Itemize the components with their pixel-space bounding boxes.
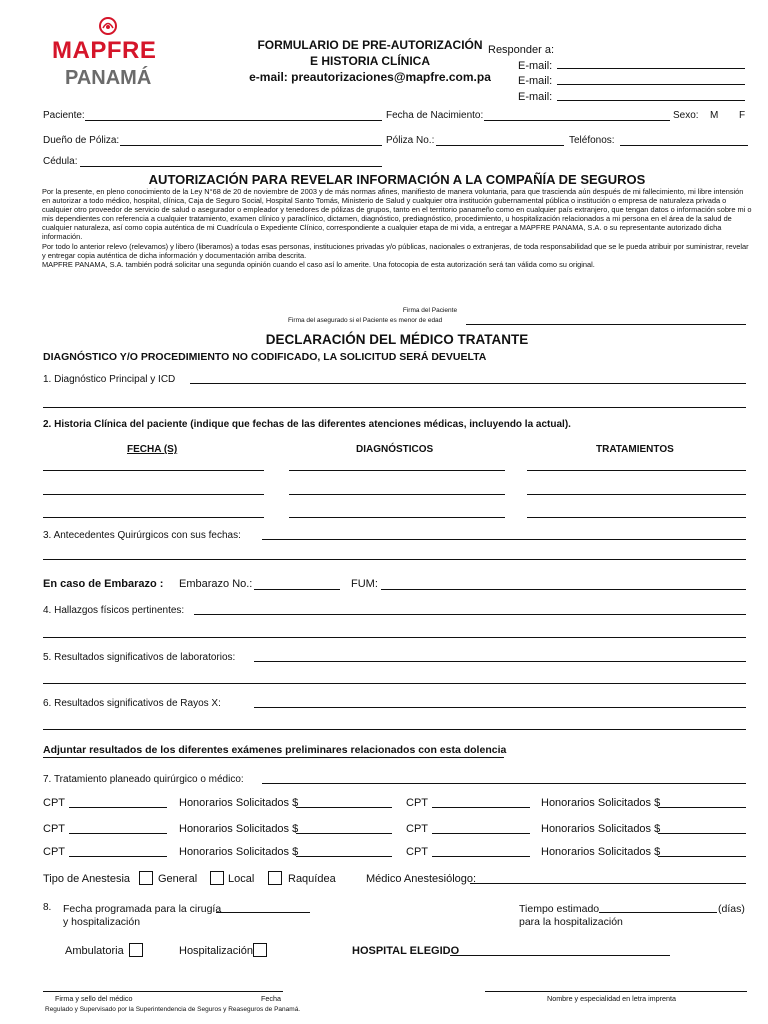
fum-field[interactable] <box>381 589 746 590</box>
authorization-p2: Por todo lo anterior relevo (relevamos) y libero (liberamos) a todas esas personas, instituciones privadas y/o públicas, nacionales o extranjeras, de toda responsabilidad que se le pueda atribuir por suministrar, revelar y entregar copia auténtica de dicha información y documentación arriba descrita. <box>42 241 749 260</box>
q3-field-1[interactable] <box>262 539 746 540</box>
history-row-1-fecha[interactable] <box>43 470 264 471</box>
firma-asegurado-label: Firma del asegurado si el Paciente es menor de edad <box>288 317 443 324</box>
q4-field-1[interactable] <box>194 614 746 615</box>
email-label-3: E-mail: <box>518 91 553 103</box>
cpt-field-3b[interactable] <box>432 856 530 857</box>
col-tratamientos: TRATAMIENTOS <box>596 444 674 455</box>
cpt-field-3a[interactable] <box>69 856 167 857</box>
firma-paciente-label: Firma del Paciente <box>402 307 458 314</box>
history-row-1-trat[interactable] <box>527 470 746 471</box>
paciente-field[interactable] <box>85 120 382 121</box>
col-diagnosticos: DIAGNÓSTICOS <box>356 444 434 455</box>
dueno-label: Dueño de Póliza: <box>43 135 120 146</box>
email-label-1: E-mail: <box>518 60 553 72</box>
firma-paciente-field[interactable] <box>466 324 746 325</box>
cedula-field[interactable] <box>80 166 382 167</box>
q7-label: 7. Tratamiento planeado quirúrgico o médico: <box>43 774 244 785</box>
q5-label: 5. Resultados significativos de laboratorios: <box>43 652 236 663</box>
nombre-especialidad-field[interactable] <box>485 991 747 992</box>
fum-label: FUM: <box>351 578 378 590</box>
fecha-nac-field[interactable] <box>484 120 670 121</box>
q8-number: 8. <box>43 902 52 913</box>
history-row-1-diag[interactable] <box>289 470 505 471</box>
q5-field-2[interactable] <box>43 683 746 684</box>
hospitalizacion-checkbox[interactable] <box>253 943 267 957</box>
history-row-3-fecha[interactable] <box>43 517 264 518</box>
dueno-field[interactable] <box>120 145 382 146</box>
honorarios-label-2b: Honorarios Solicitados $ <box>541 823 661 835</box>
q8-fecha-label: Fecha programada para la cirugía <box>63 903 222 915</box>
cpt-label-1a: CPT <box>43 797 65 809</box>
declaration-subtitle: DIAGNÓSTICO Y/O PROCEDIMIENTO NO CODIFICADO, LA SOLICITUD SERÁ DEVUELTA <box>43 351 487 363</box>
anestesia-label: Tipo de Anestesia <box>43 873 131 885</box>
q8-fecha-field[interactable] <box>216 912 310 913</box>
cpt-field-2a[interactable] <box>69 833 167 834</box>
honorarios-field-3b[interactable] <box>658 856 746 857</box>
poliza-label: Póliza No.: <box>386 135 435 146</box>
adjuntar-underline <box>43 757 504 758</box>
q4-label: 4. Hallazgos físicos pertinentes: <box>43 605 185 616</box>
cpt-label-2b: CPT <box>406 823 428 835</box>
q1-field-1[interactable] <box>190 383 746 384</box>
email-label-2: E-mail: <box>518 75 553 87</box>
q8-hosp-label: y hospitalización <box>63 916 141 928</box>
history-row-3-trat[interactable] <box>527 517 746 518</box>
hospital-elegido-field[interactable] <box>450 955 670 956</box>
adjuntar-label: Adjuntar resultados de los diferentes exámenes preliminares relacionados con esta dolencia <box>43 744 507 756</box>
history-row-2-trat[interactable] <box>527 494 746 495</box>
authorization-title: AUTORIZACIÓN PARA REVELAR INFORMACIÓN A LA COMPAÑÍA DE SEGUROS <box>148 172 646 187</box>
q1-field-2[interactable] <box>43 407 746 408</box>
q6-label: 6. Resultados significativos de Rayos X: <box>43 698 221 709</box>
tiempo-label: Tiempo estimado <box>519 903 600 915</box>
telefonos-label: Teléfonos: <box>569 135 615 146</box>
local-checkbox[interactable] <box>210 871 224 885</box>
honorarios-field-3a[interactable] <box>296 856 392 857</box>
declaration-title: DECLARACIÓN DEL MÉDICO TRATANTE <box>265 332 529 347</box>
embarazo-no-field[interactable] <box>254 589 340 590</box>
sexo-f[interactable]: F <box>739 110 746 121</box>
hospitalizacion-label: Hospitalización <box>179 945 253 957</box>
local-label: Local <box>228 873 255 885</box>
cpt-field-1b[interactable] <box>432 807 530 808</box>
history-row-2-diag[interactable] <box>289 494 505 495</box>
ambulatoria-checkbox[interactable] <box>129 943 143 957</box>
honorarios-field-1a[interactable] <box>296 807 392 808</box>
medico-anestesiologo-field[interactable] <box>470 883 746 884</box>
sexo-m[interactable]: M <box>710 110 719 121</box>
dias-label: (días) <box>718 903 745 915</box>
form-title-2: E HISTORIA CLÍNICA <box>309 54 430 68</box>
honorarios-label-1b: Honorarios Solicitados $ <box>541 797 661 809</box>
general-label: General <box>158 873 198 885</box>
q6-field-1[interactable] <box>254 707 746 708</box>
general-checkbox[interactable] <box>139 871 153 885</box>
cpt-label-3a: CPT <box>43 846 65 858</box>
q2-label: 2. Historia Clínica del paciente (indique que fechas de las diferentes atenciones médicas, incluyendo la actual). <box>43 419 571 430</box>
honorarios-label-3b: Honorarios Solicitados $ <box>541 846 661 858</box>
form-email: e-mail: preautorizaciones@mapfre.com.pa <box>249 70 491 84</box>
cpt-label-2a: CPT <box>43 823 65 835</box>
history-row-2-fecha[interactable] <box>43 494 264 495</box>
email-field-3[interactable] <box>557 100 745 101</box>
fecha-label: Fecha <box>261 994 281 1003</box>
regulado-footer: Regulado y Supervisado por la Superintendencia de Seguros y Reaseguros de Panamá. <box>45 1006 301 1013</box>
paciente-label: Paciente: <box>43 110 85 121</box>
brand-name: MAPFRE <box>52 37 157 64</box>
cpt-label-3b: CPT <box>406 846 428 858</box>
authorization-p3: MAPFRE PANAMA, S.A. también podrá solicitar una segunda opinión cuando el caso así lo amerite. Una fotocopia de esta autorización será tan válida como su original. <box>42 259 595 269</box>
nombre-especialidad-label: Nombre y especialidad en letra imprenta <box>547 994 677 1003</box>
respond-label: Responder a: <box>488 44 555 56</box>
cpt-label-1b: CPT <box>406 797 428 809</box>
cedula-label: Cédula: <box>43 156 78 167</box>
email-field-2[interactable] <box>557 84 745 85</box>
q3-field-2[interactable] <box>43 559 746 560</box>
sexo-label: Sexo: <box>673 110 699 121</box>
fecha-nac-label: Fecha de Nacimiento: <box>386 110 484 121</box>
honorarios-label-2a: Honorarios Solicitados $ <box>179 823 299 835</box>
col-fecha: FECHA (S) <box>127 444 178 455</box>
medico-anestesiologo-label: Médico Anestesiólogo: <box>366 873 477 885</box>
para-hosp-label: para la hospitalización <box>519 916 623 928</box>
authorization-text <box>42 187 752 269</box>
raquidea-label: Raquídea <box>288 873 336 885</box>
q3-label: 3. Antecedentes Quirúrgicos con sus fechas: <box>43 530 241 541</box>
q4-field-2[interactable] <box>43 637 746 638</box>
embarazo-no-label: Embarazo No.: <box>179 578 253 590</box>
honorarios-field-1b[interactable] <box>658 807 746 808</box>
email-field-1[interactable] <box>557 68 745 69</box>
ambulatoria-label: Ambulatoria <box>65 945 124 957</box>
honorarios-label-3a: Honorarios Solicitados $ <box>179 846 299 858</box>
q5-field-1[interactable] <box>254 661 746 662</box>
q6-field-2[interactable] <box>43 729 746 730</box>
hospital-elegido-label: HOSPITAL ELEGIDO <box>352 945 460 957</box>
form-title-1: FORMULARIO DE PRE-AUTORIZACIÓN <box>257 38 483 52</box>
authorization-p1: Por la presente, en pleno conocimiento de la Ley N°68 de 20 de noviembre de 2003 y de más normas afines, manifiesto de manera voluntaria, para que trascienda aún después de mi fallecimiento, mi libre intensión en autorizar a todo médico, hospital, clínica, Caja de Seguro Social, Hospital Santo Tomás, Ministerio de Salud y cualquier otra institución gubernamental pública o institución o empresa de naturaleza privada o cualquier otro proveedor de servicio de salud o asegurador o empleador y tenedores de pólizas de grupos, tanto en el territorio panameño como en cualquier país extranjero, que tengan datos o información sobre mi o mis dependientes con referencia a cualquier tratamiento, examen clínico y paraclínico, dictamen, diagnóstico, prediagnóstico, procedimiento, u hospitalización relacionados a mi persona en el área de la salud de cualquier naturaleza, así como copia auténtica de mi Cuadrícula o Expediente Clínico, correspondiente a cualquier etapa de mi vida, a entregar a MAPFRE PANAMA, S.A. o su representante autorizado dicha información. <box>42 187 752 242</box>
tiempo-field[interactable] <box>599 912 717 913</box>
honorarios-field-2a[interactable] <box>296 833 392 834</box>
mapfre-emblem-icon <box>98 16 118 36</box>
brand-country: PANAMÁ <box>65 67 152 89</box>
honorarios-field-2b[interactable] <box>658 833 746 834</box>
history-row-3-diag[interactable] <box>289 517 505 518</box>
mapfre-logo <box>52 16 164 96</box>
embarazo-label: En caso de Embarazo : <box>43 578 164 590</box>
cpt-field-2b[interactable] <box>432 833 530 834</box>
q1-label: 1. Diagnóstico Principal y ICD <box>43 374 176 385</box>
telefonos-field[interactable] <box>620 145 748 146</box>
poliza-field[interactable] <box>436 145 564 146</box>
q7-field[interactable] <box>262 783 746 784</box>
honorarios-label-1a: Honorarios Solicitados $ <box>179 797 299 809</box>
cpt-field-1a[interactable] <box>69 807 167 808</box>
firma-sello-label: Firma y sello del médico <box>55 994 133 1003</box>
raquidea-checkbox[interactable] <box>268 871 282 885</box>
firma-medico-field[interactable] <box>43 991 283 992</box>
